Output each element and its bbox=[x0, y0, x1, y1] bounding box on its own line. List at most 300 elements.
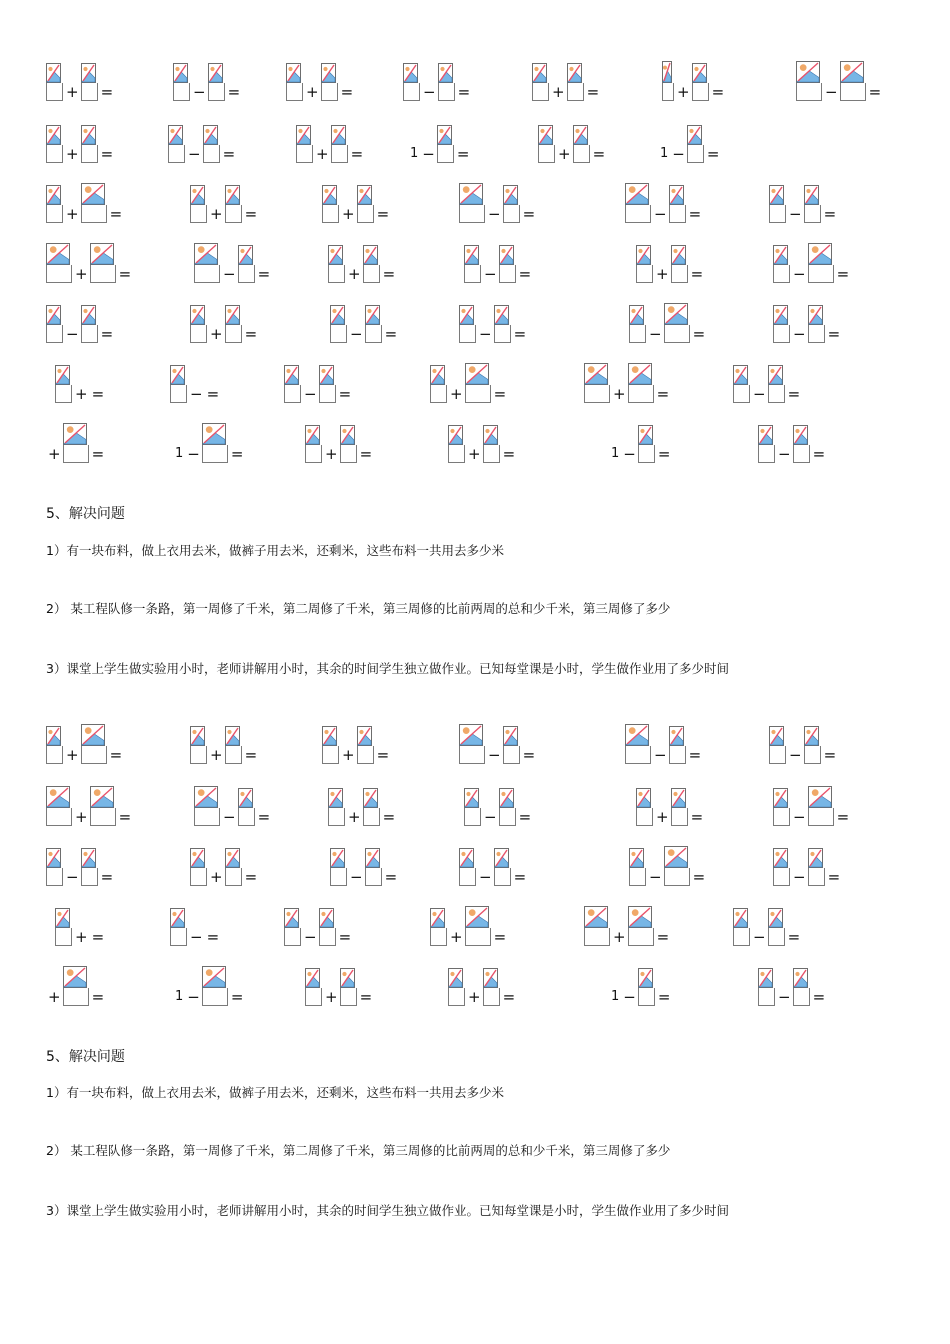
plus-sign: + bbox=[558, 145, 571, 163]
broken-image-icon bbox=[322, 185, 337, 205]
fraction bbox=[494, 305, 511, 343]
denominator-box bbox=[808, 325, 825, 343]
minus-sign: − bbox=[187, 988, 200, 1006]
numerator-image bbox=[773, 848, 788, 868]
denominator-box bbox=[483, 988, 500, 1006]
equals-sign: = bbox=[456, 145, 470, 163]
numerator-image bbox=[494, 305, 509, 325]
fraction-expression bbox=[190, 830, 257, 886]
plus-sign: + bbox=[468, 445, 481, 463]
numerator-image bbox=[625, 183, 649, 205]
number-one: 1 bbox=[660, 146, 669, 161]
broken-image-icon bbox=[430, 365, 445, 385]
broken-image-icon bbox=[225, 305, 240, 325]
plus-sign: + bbox=[316, 145, 329, 163]
minus-sign: − bbox=[422, 145, 435, 163]
denominator-box bbox=[733, 928, 750, 946]
numerator-image bbox=[225, 726, 240, 746]
equals-sign: = bbox=[812, 988, 826, 1006]
fraction-expression bbox=[286, 45, 353, 101]
fraction-expression bbox=[46, 45, 113, 101]
equals-sign: = bbox=[823, 205, 837, 223]
plus-sign: + bbox=[450, 385, 463, 403]
equals-sign: = bbox=[868, 83, 882, 101]
fraction bbox=[584, 906, 610, 946]
fraction-expression bbox=[636, 227, 703, 283]
section-title: 5、解决问题 bbox=[46, 1049, 125, 1065]
fraction-expression bbox=[459, 167, 535, 223]
broken-image-icon bbox=[438, 63, 453, 83]
fraction bbox=[46, 848, 63, 886]
denominator-box bbox=[629, 325, 646, 343]
equals-sign: = bbox=[384, 325, 398, 343]
denominator-box bbox=[671, 808, 688, 826]
broken-image-icon bbox=[733, 908, 748, 928]
denominator-box bbox=[202, 445, 228, 463]
denominator-box bbox=[225, 868, 242, 886]
fraction bbox=[81, 125, 98, 163]
numerator-image bbox=[90, 786, 114, 808]
denominator-box bbox=[170, 385, 187, 403]
broken-image-icon bbox=[636, 788, 651, 808]
numerator-image bbox=[331, 125, 346, 145]
denominator-box bbox=[319, 928, 336, 946]
denominator-box bbox=[664, 325, 690, 343]
equals-sign: = bbox=[518, 808, 532, 826]
numerator-image bbox=[662, 61, 672, 83]
broken-image-icon bbox=[173, 63, 188, 83]
fraction bbox=[768, 908, 785, 946]
minus-sign: − bbox=[649, 325, 662, 343]
numerator-image bbox=[459, 724, 483, 746]
fraction bbox=[190, 185, 207, 223]
broken-image-icon bbox=[225, 848, 240, 868]
denominator-box bbox=[46, 808, 72, 826]
broken-image-icon bbox=[499, 788, 514, 808]
fraction bbox=[328, 245, 345, 283]
equals-sign: = bbox=[340, 83, 354, 101]
broken-image-icon bbox=[499, 245, 514, 265]
broken-image-icon bbox=[202, 423, 226, 445]
numerator-image bbox=[465, 363, 489, 385]
fraction-expression bbox=[46, 167, 122, 223]
fraction-expression bbox=[190, 167, 257, 223]
numerator-image bbox=[90, 243, 114, 265]
denominator-box bbox=[46, 145, 63, 163]
numerator-image bbox=[584, 906, 608, 928]
broken-image-icon bbox=[664, 846, 688, 868]
fraction bbox=[322, 185, 339, 223]
fraction bbox=[194, 786, 220, 826]
broken-image-icon bbox=[769, 726, 784, 746]
fraction-expression bbox=[168, 107, 235, 163]
fraction bbox=[437, 125, 454, 163]
numerator-image bbox=[636, 788, 651, 808]
plus-sign: + bbox=[677, 83, 690, 101]
equals-sign: = bbox=[350, 145, 364, 163]
numerator-image bbox=[503, 185, 518, 205]
denominator-box bbox=[464, 265, 481, 283]
minus-sign: − bbox=[753, 385, 766, 403]
broken-image-icon bbox=[296, 125, 311, 145]
numerator-image bbox=[793, 425, 808, 445]
exercise-row bbox=[0, 107, 950, 167]
denominator-box bbox=[225, 746, 242, 764]
equals-sign: = bbox=[100, 325, 114, 343]
fraction-expression bbox=[194, 770, 270, 826]
plus-sign: + bbox=[66, 205, 79, 223]
denominator-box bbox=[286, 83, 303, 101]
fraction-expression bbox=[322, 167, 389, 223]
denominator-box bbox=[46, 83, 63, 101]
denominator-box bbox=[190, 325, 207, 343]
fraction bbox=[671, 788, 688, 826]
fraction bbox=[363, 788, 380, 826]
fraction-expression bbox=[464, 227, 531, 283]
fraction-expression bbox=[636, 770, 703, 826]
equals-sign: = bbox=[91, 928, 105, 946]
broken-image-icon bbox=[773, 788, 788, 808]
fraction bbox=[357, 185, 374, 223]
broken-image-icon bbox=[330, 305, 345, 325]
equals-sign: = bbox=[100, 83, 114, 101]
broken-image-icon bbox=[638, 968, 653, 988]
broken-image-icon bbox=[808, 786, 832, 808]
broken-image-icon bbox=[459, 724, 483, 746]
fraction bbox=[357, 726, 374, 764]
numerator-image bbox=[840, 61, 864, 83]
equals-sign: = bbox=[522, 205, 536, 223]
fraction-expression bbox=[773, 287, 840, 343]
fraction bbox=[773, 305, 790, 343]
denominator-box bbox=[363, 265, 380, 283]
broken-image-icon bbox=[808, 848, 823, 868]
denominator-box bbox=[365, 868, 382, 886]
denominator-box bbox=[46, 325, 63, 343]
fraction bbox=[733, 908, 750, 946]
denominator-box bbox=[669, 205, 686, 223]
numerator-image bbox=[284, 908, 299, 928]
fraction-expression bbox=[625, 167, 701, 223]
broken-image-icon bbox=[464, 788, 479, 808]
fraction-expression bbox=[769, 167, 836, 223]
exercise-block-1 bbox=[0, 45, 950, 467]
denominator-box bbox=[629, 868, 646, 886]
denominator-box bbox=[465, 928, 491, 946]
numerator-image bbox=[319, 908, 334, 928]
exercise-block-2 bbox=[0, 708, 950, 1010]
exercise-row bbox=[0, 708, 950, 770]
fraction bbox=[55, 908, 72, 946]
broken-image-icon bbox=[573, 125, 588, 145]
denominator-box bbox=[769, 205, 786, 223]
broken-image-icon bbox=[584, 906, 608, 928]
broken-image-icon bbox=[687, 125, 702, 145]
fraction-expression bbox=[46, 708, 122, 764]
broken-image-icon bbox=[46, 786, 70, 808]
fraction-expression bbox=[46, 227, 131, 283]
numerator-image bbox=[319, 365, 334, 385]
fraction-expression bbox=[46, 287, 113, 343]
fraction-expression bbox=[305, 407, 372, 463]
numerator-image bbox=[503, 726, 518, 746]
numerator-image bbox=[225, 185, 240, 205]
numerator-image bbox=[567, 63, 582, 83]
exercise-row bbox=[0, 45, 950, 107]
numerator-image bbox=[363, 245, 378, 265]
denominator-box bbox=[321, 83, 338, 101]
denominator-box bbox=[584, 385, 610, 403]
broken-image-icon bbox=[664, 303, 688, 325]
equals-sign: = bbox=[100, 145, 114, 163]
denominator-box bbox=[403, 83, 420, 101]
fraction bbox=[90, 786, 116, 826]
denominator-box bbox=[365, 325, 382, 343]
fraction bbox=[733, 365, 750, 403]
fraction bbox=[628, 906, 654, 946]
denominator-box bbox=[692, 83, 709, 101]
fraction bbox=[46, 305, 63, 343]
broken-image-icon bbox=[459, 848, 474, 868]
denominator-box bbox=[190, 868, 207, 886]
exercise-row bbox=[0, 407, 950, 467]
broken-image-icon bbox=[202, 966, 226, 988]
numerator-image bbox=[225, 848, 240, 868]
equals-sign: = bbox=[518, 265, 532, 283]
numerator-image bbox=[46, 243, 70, 265]
equals-sign: = bbox=[692, 325, 706, 343]
fraction bbox=[459, 848, 476, 886]
fraction bbox=[202, 966, 228, 1006]
broken-image-icon bbox=[357, 185, 372, 205]
plus-sign: + bbox=[75, 265, 88, 283]
broken-image-icon bbox=[464, 245, 479, 265]
minus-sign: − bbox=[825, 83, 838, 101]
fraction bbox=[63, 423, 89, 463]
numerator-image bbox=[448, 968, 463, 988]
equals-sign: = bbox=[257, 808, 271, 826]
plus-sign: + bbox=[348, 808, 361, 826]
exercise-row bbox=[0, 167, 950, 227]
denominator-box bbox=[363, 808, 380, 826]
fraction-expression bbox=[284, 890, 351, 946]
equals-sign: = bbox=[692, 868, 706, 886]
fraction-expression bbox=[796, 45, 881, 101]
numerator-image bbox=[46, 726, 61, 746]
fraction-expression bbox=[660, 107, 719, 163]
broken-image-icon bbox=[225, 185, 240, 205]
denominator-box bbox=[567, 83, 584, 101]
fraction bbox=[584, 363, 610, 403]
fraction bbox=[63, 966, 89, 1006]
broken-image-icon bbox=[567, 63, 582, 83]
plus-sign: + bbox=[66, 145, 79, 163]
fraction bbox=[669, 185, 686, 223]
broken-image-icon bbox=[90, 786, 114, 808]
plus-sign: + bbox=[210, 868, 223, 886]
plus-sign: + bbox=[48, 445, 61, 463]
fraction bbox=[46, 63, 63, 101]
numerator-image bbox=[46, 305, 61, 325]
equals-sign: = bbox=[688, 205, 702, 223]
fraction-expression bbox=[611, 407, 670, 463]
fraction bbox=[532, 63, 549, 101]
equals-sign: = bbox=[502, 445, 516, 463]
fraction-expression bbox=[629, 287, 705, 343]
fraction bbox=[225, 726, 242, 764]
broken-image-icon bbox=[319, 908, 334, 928]
fraction bbox=[662, 61, 674, 101]
minus-sign: − bbox=[66, 868, 79, 886]
fraction bbox=[168, 125, 185, 163]
equals-sign: = bbox=[382, 265, 396, 283]
fraction bbox=[769, 726, 786, 764]
fraction bbox=[483, 425, 500, 463]
fraction-expression bbox=[46, 107, 113, 163]
denominator-box bbox=[225, 205, 242, 223]
plus-sign: + bbox=[48, 988, 61, 1006]
fraction bbox=[430, 908, 447, 946]
equals-sign: = bbox=[338, 385, 352, 403]
denominator-box bbox=[538, 145, 555, 163]
denominator-box bbox=[636, 808, 653, 826]
equals-sign: = bbox=[100, 868, 114, 886]
numerator-image bbox=[532, 63, 547, 83]
numerator-image bbox=[46, 848, 61, 868]
denominator-box bbox=[225, 325, 242, 343]
fraction-expression bbox=[46, 830, 113, 886]
fraction-expression bbox=[328, 227, 395, 283]
numerator-image bbox=[629, 305, 644, 325]
denominator-box bbox=[636, 265, 653, 283]
fraction bbox=[305, 425, 322, 463]
minus-sign: − bbox=[479, 868, 492, 886]
fraction-expression bbox=[459, 708, 535, 764]
numerator-image bbox=[365, 848, 380, 868]
fraction bbox=[305, 968, 322, 1006]
broken-image-icon bbox=[357, 726, 372, 746]
exercise-row bbox=[0, 770, 950, 830]
denominator-box bbox=[804, 746, 821, 764]
fraction bbox=[46, 786, 72, 826]
numerator-image bbox=[322, 726, 337, 746]
number-one: 1 bbox=[175, 989, 184, 1004]
broken-image-icon bbox=[305, 968, 320, 988]
fraction bbox=[225, 305, 242, 343]
broken-image-icon bbox=[437, 125, 452, 145]
equals-sign: = bbox=[522, 746, 536, 764]
fraction-expression bbox=[430, 347, 506, 403]
numerator-image bbox=[808, 305, 823, 325]
numerator-image bbox=[357, 726, 372, 746]
equals-sign: = bbox=[657, 445, 671, 463]
fraction-expression bbox=[448, 950, 515, 1006]
denominator-box bbox=[46, 746, 63, 764]
numerator-image bbox=[46, 786, 70, 808]
exercise-row bbox=[0, 830, 950, 890]
numerator-image bbox=[203, 125, 218, 145]
broken-image-icon bbox=[190, 726, 205, 746]
fraction-expression bbox=[55, 890, 104, 946]
fraction-expression bbox=[733, 890, 800, 946]
question-3: 3）课堂上学生做实验用小时，老师讲解用小时，其余的时间学生独立做作业。已知每堂课是小时，学生做作业用了多少时间 bbox=[46, 1203, 729, 1218]
equals-sign: = bbox=[656, 385, 670, 403]
fraction-expression bbox=[190, 708, 257, 764]
numerator-image bbox=[437, 125, 452, 145]
fraction bbox=[669, 726, 686, 764]
plus-sign: + bbox=[613, 385, 626, 403]
fraction bbox=[340, 425, 357, 463]
minus-sign: − bbox=[778, 445, 791, 463]
fraction bbox=[768, 365, 785, 403]
number-one: 1 bbox=[175, 446, 184, 461]
broken-image-icon bbox=[628, 906, 652, 928]
equals-sign: = bbox=[206, 928, 220, 946]
denominator-box bbox=[459, 325, 476, 343]
fraction bbox=[203, 125, 220, 163]
number-one: 1 bbox=[410, 146, 419, 161]
minus-sign: − bbox=[793, 808, 806, 826]
equals-sign: = bbox=[227, 83, 241, 101]
denominator-box bbox=[669, 746, 686, 764]
fraction bbox=[448, 425, 465, 463]
numerator-image bbox=[305, 425, 320, 445]
fraction-expression bbox=[625, 708, 701, 764]
fraction bbox=[638, 968, 655, 1006]
denominator-box bbox=[793, 988, 810, 1006]
denominator-box bbox=[322, 746, 339, 764]
denominator-box bbox=[638, 445, 655, 463]
denominator-box bbox=[662, 83, 674, 101]
numerator-image bbox=[63, 966, 87, 988]
fraction bbox=[170, 908, 187, 946]
fraction-expression bbox=[190, 287, 257, 343]
denominator-box bbox=[46, 868, 63, 886]
minus-sign: − bbox=[484, 808, 497, 826]
equals-sign: = bbox=[118, 265, 132, 283]
minus-sign: − bbox=[623, 445, 636, 463]
minus-sign: − bbox=[793, 868, 806, 886]
exercise-row bbox=[0, 950, 950, 1010]
fraction bbox=[464, 788, 481, 826]
denominator-box bbox=[628, 928, 654, 946]
fraction bbox=[664, 303, 690, 343]
plus-sign: + bbox=[552, 83, 565, 101]
plus-sign: + bbox=[75, 808, 88, 826]
broken-image-icon bbox=[46, 726, 61, 746]
fraction bbox=[773, 245, 790, 283]
broken-image-icon bbox=[768, 365, 783, 385]
fraction-expression bbox=[611, 950, 670, 1006]
broken-image-icon bbox=[363, 788, 378, 808]
fraction bbox=[629, 305, 646, 343]
fraction bbox=[840, 61, 866, 101]
numerator-image bbox=[286, 63, 301, 83]
equals-sign: = bbox=[457, 83, 471, 101]
fraction bbox=[804, 185, 821, 223]
denominator-box bbox=[465, 385, 491, 403]
fraction bbox=[465, 363, 491, 403]
denominator-box bbox=[773, 265, 790, 283]
denominator-box bbox=[796, 83, 822, 101]
equals-sign: = bbox=[230, 445, 244, 463]
plus-sign: + bbox=[75, 385, 88, 403]
numerator-image bbox=[190, 185, 205, 205]
denominator-box bbox=[81, 145, 98, 163]
numerator-image bbox=[459, 305, 474, 325]
equals-sign: = bbox=[688, 746, 702, 764]
plus-sign: + bbox=[66, 83, 79, 101]
